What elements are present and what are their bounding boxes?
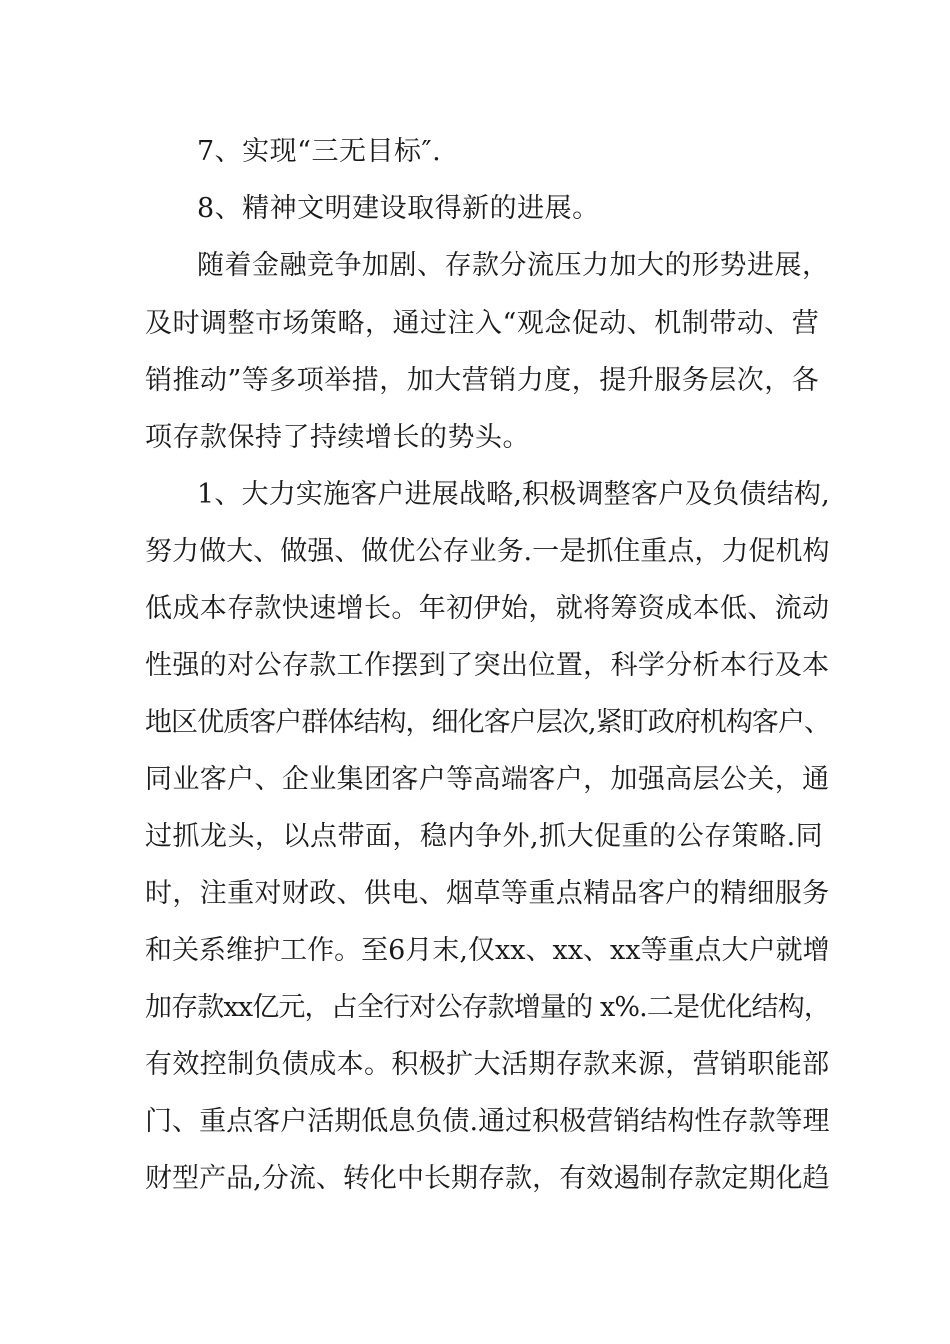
text-line: 1、大力实施客户进展战略,积极调整客户及负债结构, bbox=[197, 479, 830, 510]
text-line: 有效控制负债成本。积极扩大活期存款来源，营销职能部 bbox=[145, 1049, 830, 1080]
text-line: 性强的对公存款工作摆到了突出位置，科学分析本行及本 bbox=[145, 650, 830, 681]
text-line: 销推动”等多项举措，加大营销力度，提升服务层次，各 bbox=[145, 365, 820, 396]
text-line: 项存款保持了持续增长的势头。 bbox=[145, 422, 530, 453]
text-line: 低成本存款快速增长。年初伊始，就将筹资成本低、流动 bbox=[145, 593, 830, 624]
text-line: 同业客户、企业集团客户等高端客户，加强高层公关，通 bbox=[145, 764, 830, 795]
text-line: 及时调整市场策略，通过注入“观念促动、机制带动、营 bbox=[145, 308, 820, 339]
text-line: 加存款xx亿元，占全行对公存款增量的 x%.二是优化结构， bbox=[145, 992, 831, 1023]
text-line: 门、重点客户活期低息负债.通过积极营销结构性存款等理 bbox=[145, 1106, 830, 1137]
text-line: 地区优质客户群体结构，细化客户层次,紧盯政府机构客户、 bbox=[145, 707, 831, 738]
text-line: 过抓龙头，以点带面，稳内争外,抓大促重的公存策略.同 bbox=[145, 821, 824, 852]
text-line: 财型产品,分流、转化中长期存款，有效遏制存款定期化趋 bbox=[145, 1163, 830, 1194]
text-line: 和关系维护工作。至6月末,仅xx、xx、xx等重点大户就增 bbox=[145, 935, 830, 966]
text-line: 努力做大、做强、做优公存业务.一是抓住重点，力促机构 bbox=[145, 536, 830, 567]
text-line: 7、实现“三无目标″. bbox=[197, 136, 442, 167]
text-line: 时，注重对财政、供电、烟草等重点精品客户的精细服务 bbox=[145, 878, 830, 909]
text-line: 8、精神文明建设取得新的进展。 bbox=[197, 193, 600, 224]
text-line: 随着金融竞争加剧、存款分流压力加大的形势进展， bbox=[197, 250, 830, 281]
